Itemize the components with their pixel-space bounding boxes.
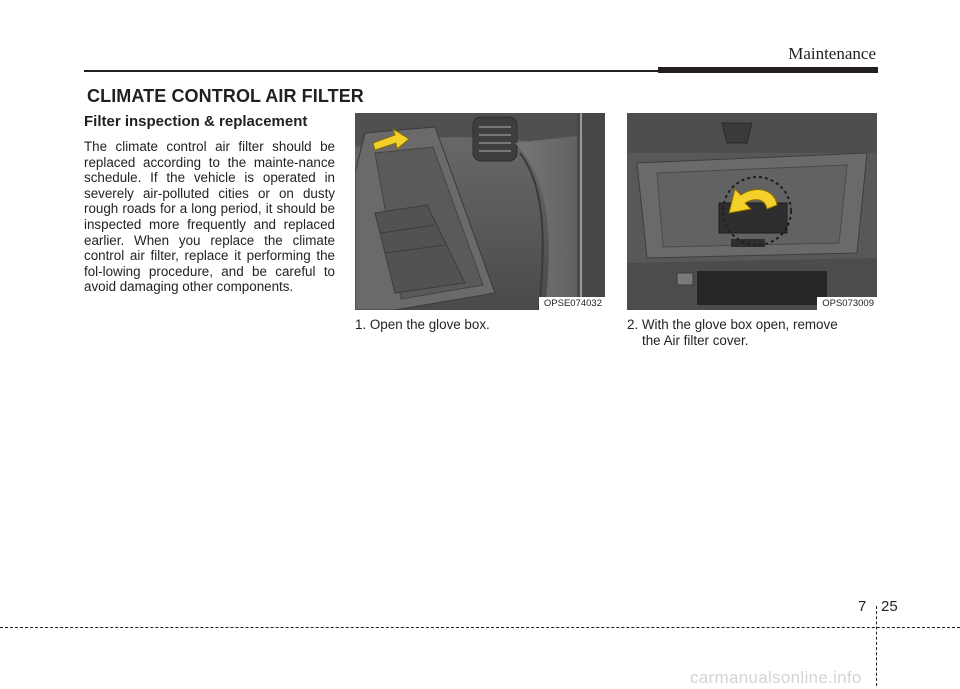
footer-divider xyxy=(876,606,877,686)
glove-box-illustration xyxy=(355,113,605,310)
figure-glove-box-open xyxy=(355,113,605,310)
chapter-number: 7 xyxy=(858,598,867,615)
figure-code: OPS073009 xyxy=(817,297,877,310)
header-rule xyxy=(84,70,660,72)
watermark: carmanualsonline.info xyxy=(690,668,862,687)
subheading: Filter inspection & replacement xyxy=(84,113,308,130)
section-title: CLIMATE CONTROL AIR FILTER xyxy=(87,86,364,106)
footer-rule xyxy=(0,627,960,628)
page-number: 25 xyxy=(881,598,898,615)
step-1: 1. Open the glove box. xyxy=(355,317,490,332)
filter-cover-illustration xyxy=(627,113,877,310)
header-rule-tab xyxy=(658,67,878,73)
step-2 xyxy=(627,317,879,349)
step-2-line-2: the Air filter cover. xyxy=(642,333,749,348)
section-name: Maintenance xyxy=(788,44,876,63)
figure-remove-filter-cover xyxy=(627,113,877,310)
figure-code: OPSE074032 xyxy=(539,297,605,310)
air-vent xyxy=(473,117,517,161)
body-text: The climate control air filter should be replaced according to the mainte-nance schedule. If the vehicle is operated in severely air-polluted cities or on dusty rough roads for a long period, it should be inspected more frequently and replaced earlier. When you replace the climate control air filter, replace it performing the fol-lowing procedure, and be careful to avoid damaging other components. xyxy=(84,139,335,295)
step-2-line-1: 2. With the glove box open, remove xyxy=(627,317,838,332)
